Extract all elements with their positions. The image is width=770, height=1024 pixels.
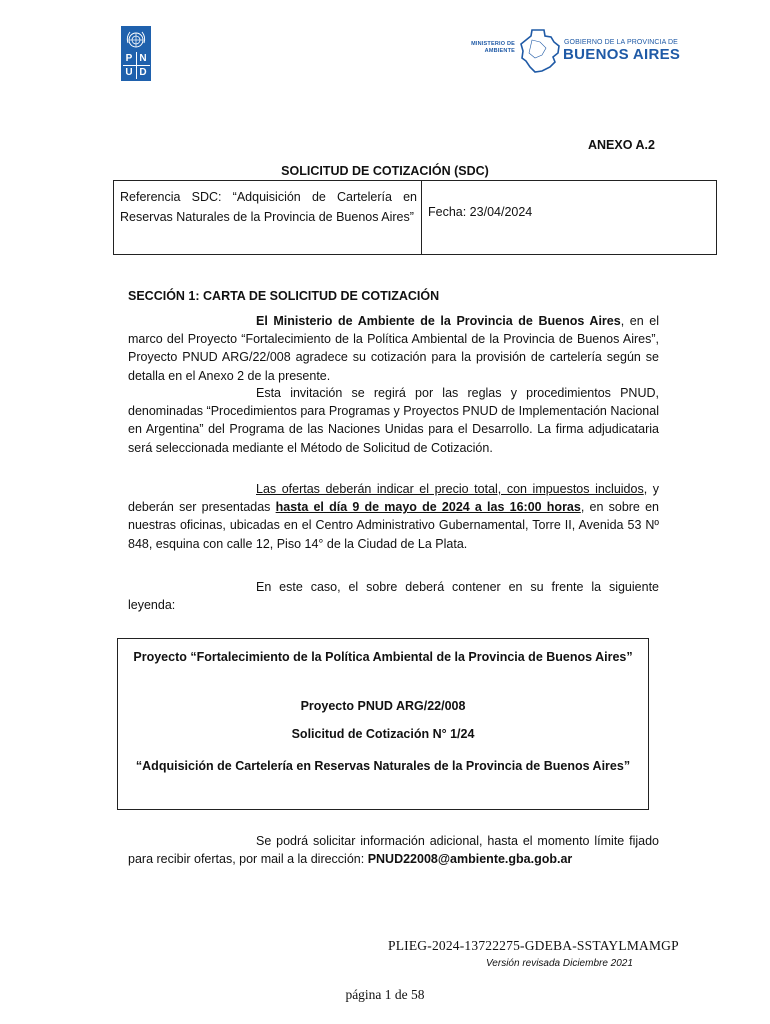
closing-text: Se podrá solicitar información adicional, hasta el momento límite fijado para recibir ofertas, por mail a la dirección: [128, 834, 659, 867]
undp-letters [123, 52, 150, 79]
reference-table [113, 180, 717, 255]
page-number: página 1 de 58 [345, 987, 425, 1002]
ministerio-line2: AMBIENTE [484, 48, 515, 54]
paragraph-3 [128, 480, 659, 553]
contact-email: PNUD22008@ambiente.gba.gob.ar [367, 852, 573, 867]
legend-project: Proyecto “Fortalecimiento de la Política Ambiental de la Provincia de Buenos Aires” [133, 650, 633, 664]
closing-paragraph [128, 832, 659, 868]
province-map-icon [518, 28, 562, 74]
deadline: hasta el día 9 de mayo de 2024 a las 16:00 horas [275, 500, 581, 515]
legend-acquisition: “Adquisición de Cartelería en Reservas Naturales de la Provincia de Buenos Aires” [135, 759, 631, 773]
table-divider [421, 181, 422, 254]
undp-letter: N [137, 52, 150, 65]
date-cell: Fecha: 23/04/2024 [428, 205, 533, 219]
ministerio-label [460, 41, 515, 55]
paragraph-1-text: , en el marco del Proyecto “Fortalecimiento de la Política Ambiental de la Provincia de Buenos Aires”, Proyecto PNUD ARG/22/008 agradece su cotización para la provisión de cartelería según se detalla en el Anexo 2 de la presente. [128, 314, 659, 383]
ministry-name: El Ministerio de Ambiente de la Provincia de Buenos Aires [256, 314, 621, 328]
reference-cell: Referencia SDC: “Adquisición de Cartelería en Reservas Naturales de la Provincia de Buenos Aires” [120, 190, 417, 224]
document-id: PLIEG-2024-13722275-GDEBA-SSTAYLMAMGP [388, 938, 679, 953]
envelope-legend-box [117, 638, 649, 810]
legend-project-code: Proyecto PNUD ARG/22/008 [300, 699, 466, 713]
annex-label: ANEXO A.2 [588, 138, 655, 152]
buenos-aires-label: BUENOS AIRES [563, 46, 681, 63]
gobierno-label: GOBIERNO DE LA PROVINCIA DE [564, 39, 678, 46]
legend-request-number: Solicitud de Cotización N° 1/24 [291, 727, 475, 741]
undp-letter: U [123, 66, 136, 79]
ministerio-line1: MINISTERIO DE [471, 41, 515, 47]
price-requirement: Las ofertas deberán indicar el precio total, con impuestos incluidos [256, 482, 644, 496]
paragraph-2: Esta invitación se regirá por las reglas y procedimientos PNUD, denominadas “Procedimientos para Programas y Proyectos PNUD de Implementación Nacional en Argentina” del Programa de las Naciones Unidas para el Desarrollo. La firma adjudicataria será seleccionada mediante el Método de Solicitud de Cotización. [128, 386, 659, 455]
undp-logo [121, 26, 151, 81]
un-emblem-icon [125, 29, 147, 51]
document-title: SOLICITUD DE COTIZACIÓN (SDC) [281, 164, 489, 178]
undp-letter: P [123, 52, 136, 65]
paragraph-4: En este caso, el sobre deberá contener en su frente la siguiente leyenda: [128, 580, 659, 613]
undp-letter: D [137, 66, 150, 79]
version-note: Versión revisada Diciembre 2021 [486, 958, 633, 969]
gba-logo [460, 26, 681, 76]
paragraph-3-end: , en sobre en nuestras oficinas, ubicadas en el Centro Administrativo Gubernamental, Torre II, Avenida 53 Nº 848, esquina con calle 12, Piso 14° de la Ciudad de La Plata. [128, 500, 659, 551]
paragraph-1 [128, 312, 659, 385]
section-title: SECCIÓN 1: CARTA DE SOLICITUD DE COTIZACIÓN [128, 289, 440, 303]
paragraph-3-mid: , y deberán ser presentadas [128, 482, 659, 515]
